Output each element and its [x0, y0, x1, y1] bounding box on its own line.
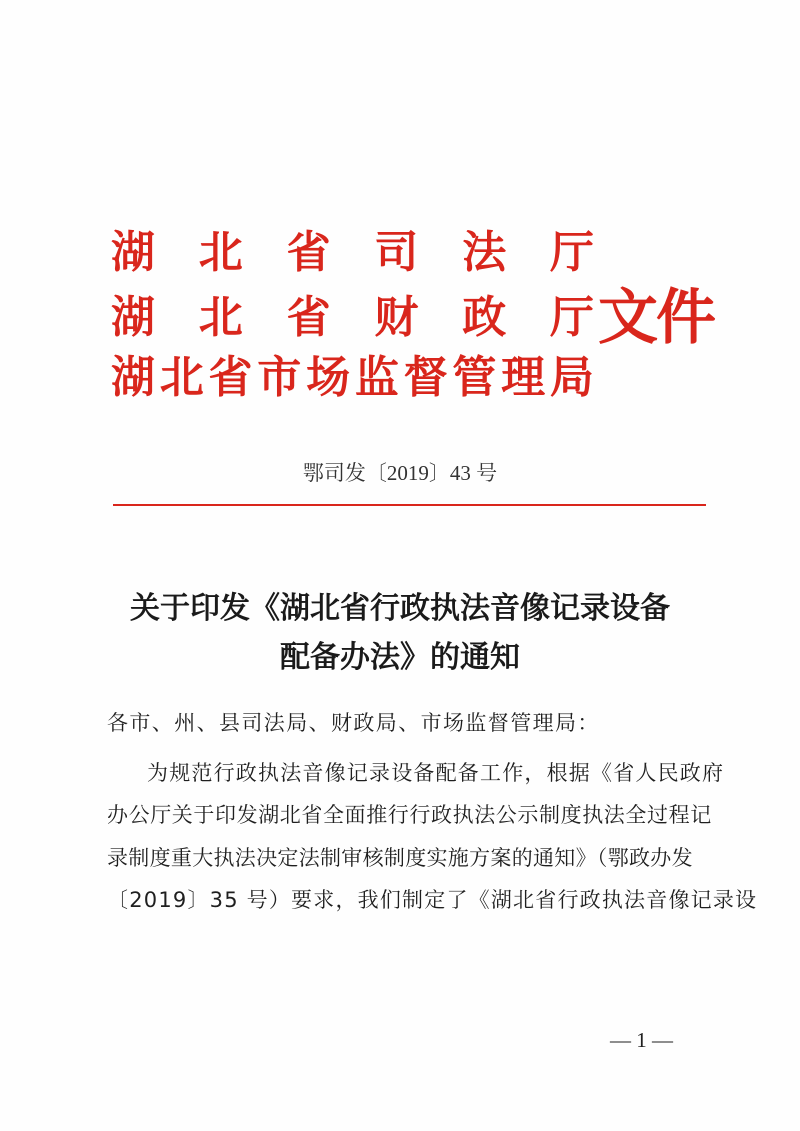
issuer-char: 厅 — [549, 227, 594, 278]
issuer-line-2 — [110, 288, 595, 343]
issuer-char: 理 — [501, 352, 546, 403]
salutation: 各市、州、县司法局、财政局、市场监督管理局： — [107, 711, 600, 735]
body-line: 录制度重大执法决定法制审核制度实施方案的通知》（鄂政办发 — [107, 846, 693, 870]
issuer-char: 政 — [462, 292, 507, 343]
issuer-char: 湖 — [111, 292, 155, 343]
issuer-char: 厅 — [549, 292, 594, 343]
issuer-char: 北 — [159, 352, 204, 403]
issuer-char: 北 — [198, 292, 243, 343]
issuer-char: 管 — [452, 352, 497, 403]
issuer-char: 省 — [286, 227, 331, 278]
issuer-char: 湖 — [111, 352, 155, 403]
issuer-char: 场 — [306, 352, 351, 403]
body-line: 办公厅关于印发湖北省全面推行行政执法公示制度执法全过程记 — [107, 803, 712, 827]
issuer-line-3 — [110, 348, 595, 403]
issuer-char: 监 — [354, 352, 399, 403]
issuer-char: 湖 — [111, 227, 155, 278]
issuer-char: 财 — [374, 292, 419, 343]
issuer-char: 市 — [257, 352, 302, 403]
red-divider-line — [113, 504, 706, 506]
issuer-char: 省 — [208, 352, 253, 403]
document-number: 鄂司发〔2019〕43 号 — [302, 461, 498, 485]
issuer-char: 北 — [198, 227, 243, 278]
issuer-char: 局 — [549, 352, 594, 403]
document-title-line-2: 配备办法》的通知 — [280, 640, 520, 675]
page-number: — 1 — — [610, 1028, 673, 1052]
issuer-char: 督 — [403, 352, 448, 403]
issuer-char: 司 — [374, 227, 419, 278]
issuer-char: 法 — [462, 227, 507, 278]
issuer-line-1 — [110, 223, 595, 278]
body-line: 〔2019〕35 号）要求，我们制定了《湖北省行政执法音像记录设 — [107, 888, 758, 912]
document-title-line-1: 关于印发《湖北省行政执法音像记录设备 — [130, 591, 670, 626]
body-line: 为规范行政执法音像记录设备配备工作，根据《省人民政府 — [147, 761, 725, 785]
document-type-label: 文件 — [598, 283, 714, 353]
issuer-char: 省 — [286, 292, 331, 343]
